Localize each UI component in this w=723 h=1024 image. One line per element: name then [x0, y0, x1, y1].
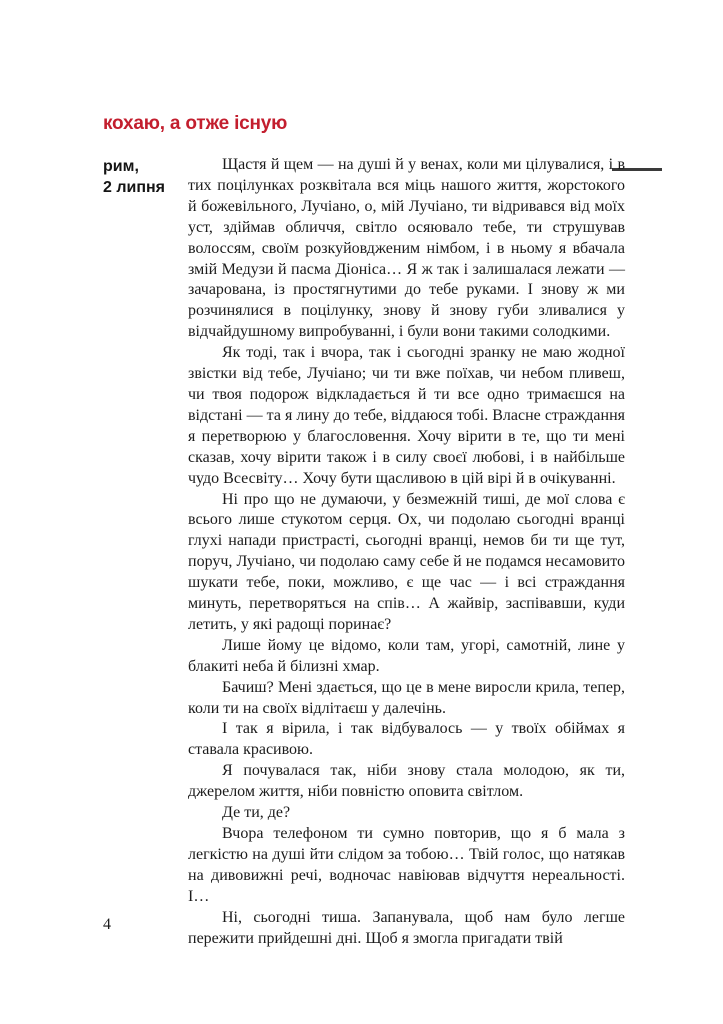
- body-text-column: [188, 155, 625, 949]
- chapter-title: кохаю, а отже існую: [103, 113, 288, 134]
- paragraph: Лише йому це відомо, коли там, угорі, самотній, лине у блакиті неба й білизні хмар.: [188, 636, 625, 675]
- paragraph: Де ти, де?: [222, 804, 291, 822]
- paragraph: Ні про що не думаючи, у безмежній тиші, де мої слова є всього лише стукотом серця. Ох, чи подолаю сьогодні вранці глухі напади пристрасті, сьогодні вранці, немов би ти ще тут, поруч, Лучіано, чи подолаю саму себе й не подамся несамовито шукати тебе, поки, можливо, є ще час — і всі страждання минуть, перетворяться на спів… А жайвір, заспівавши, куди летить, у які радощі поринає?: [188, 490, 625, 633]
- date-note-date: 2 липня: [103, 179, 166, 196]
- page-number: 4: [103, 916, 111, 933]
- date-note: [103, 156, 165, 198]
- paragraph: І так я вірила, і так відбувалось — у твоїх обіймах я ставала красивою.: [188, 720, 625, 759]
- paragraph: Ні, сьогодні тиша. Запанувала, щоб нам було легше пережити прийдешні дні. Щоб я змогла пригадати твій: [188, 908, 625, 947]
- date-note-place: рим,: [103, 158, 139, 175]
- paragraph: Як тоді, так і вчора, так і сьогодні зранку не маю жодної звістки від тебе, Лучіано; чи ти вже поїхав, чи небом пливеш, чи твоя подорож відкладається й ти все одно тримаєшся на відстані — та я лину до тебе, віддаюся тобі. Власне страждання я перетворюю у благословення. Хочу вірити в те, що ти мені сказав, хочу вірити також і в силу своєї любові, і в найбільше чудо Всесвіту… Хочу бути щасливою в цій вірі й в очікуванні.: [188, 344, 625, 487]
- paragraph: Вчора телефоном ти сумно повторив, що я б мала з легкістю на душі йти слідом за тобою… Твій голос, що натякав на дивовижні речі, водночас навіював відчуття нереальності. І…: [188, 825, 625, 905]
- paragraph: Бачиш? Мені здається, що це в мене виросли крила, тепер, коли ти на своїх відлітаєш у далечінь.: [188, 678, 625, 717]
- paragraph: Щастя й щем — на душі й у венах, коли ми цілувалися, і в тих поцілунках розквітала вся міць нашого життя, жорстокого й божевільного, Лучіано, о, мій Лучіано, ти відривався від моїх уст, здіймав обличчя, світло осяювало тебе, ти струшував волоссям, своїм розкуйовдженим німбом, і в ньому я вбачала змій Медузи й пасма Діоніса… Я ж так і залишалася лежати — зачарована, із простягнутими до тебе руками. І знову ж ми розчинялися в поцілунку, знову й знову губи зливалися у відчайдушному випробуванні, і були вони такими солодкими.: [188, 156, 625, 341]
- paragraph: Я почувалася так, ніби знову стала молодою, як ти, джерелом життя, ніби повністю оповита світлом.: [188, 762, 625, 801]
